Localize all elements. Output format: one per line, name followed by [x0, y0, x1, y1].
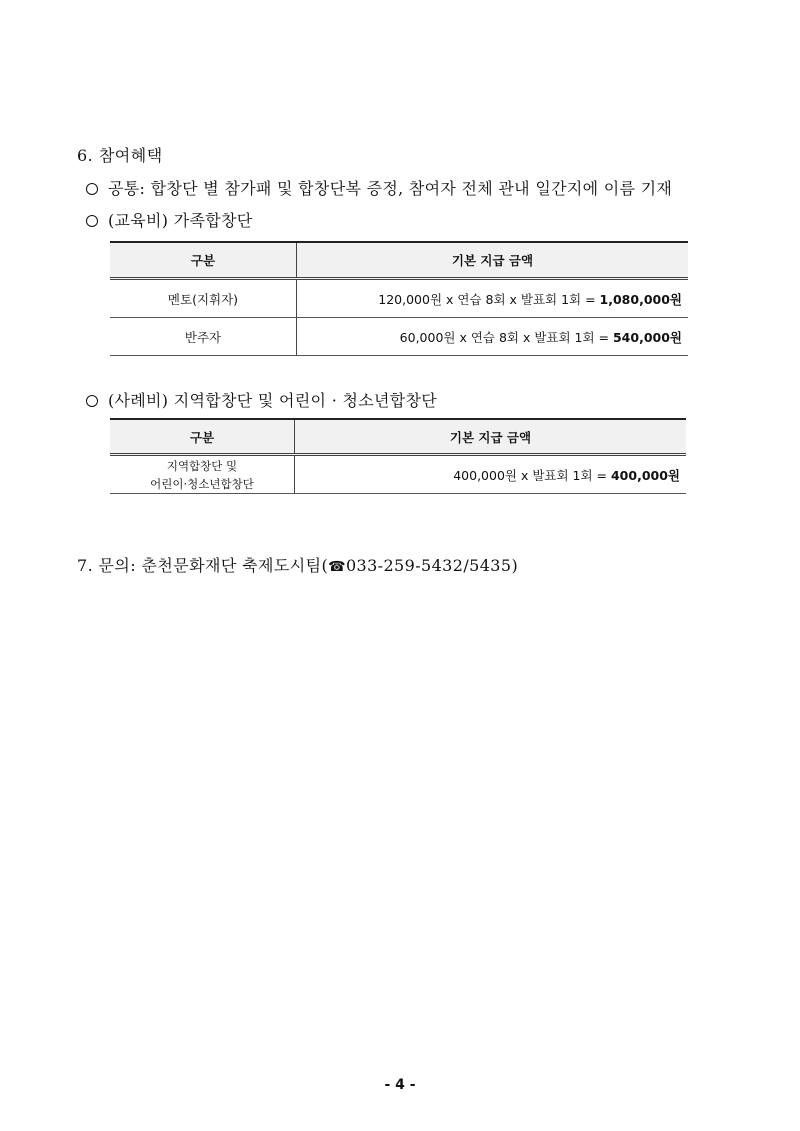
row-label-line1: 지역합창단 및 [166, 458, 238, 473]
contact-text: 7. 문의: 춘천문화재단 축제도시팀( [77, 556, 329, 575]
amount-calc: 120,000원 x 연습 8회 x 발표회 1회 = [378, 291, 600, 307]
table-row [110, 279, 688, 318]
table-row [110, 318, 688, 356]
amount-calc: 60,000원 x 연습 8회 x 발표회 1회 = [399, 329, 613, 345]
row-label [110, 455, 295, 494]
table-row [110, 455, 686, 494]
family-choir-title: (교육비) 가족합창단 [108, 211, 253, 230]
page-number: - 4 - [384, 1077, 416, 1093]
row-amount [297, 318, 689, 356]
circle-bullet-icon [86, 395, 98, 407]
amount-calc: 400,000원 x 발표회 1회 = [453, 467, 611, 483]
phone-icon: ☎ [328, 559, 346, 575]
circle-bullet-icon [86, 183, 98, 195]
table-header-row [110, 419, 686, 455]
common-benefit-text: 공통: 합창단 별 참가패 및 합창단복 증정, 참여자 전체 관내 일간지에 이름 기재 [108, 179, 673, 198]
amount-total: 1,080,000원 [599, 291, 682, 307]
row-label: 반주자 [110, 318, 297, 356]
region-choir-title: (사례비) 지역합창단 및 어린이 · 청소년합창단 [108, 391, 438, 410]
contact-close: ) [511, 556, 519, 575]
row-amount [295, 455, 687, 494]
section-6-heading: 6. 참여혜택 [77, 146, 163, 165]
amount-total: 400,000원 [610, 467, 680, 483]
region-choir-title-line [86, 388, 437, 411]
circle-bullet-icon [86, 215, 98, 227]
header-category: 구분 [110, 242, 297, 279]
family-choir-title-line [86, 208, 253, 231]
region-choir-table [110, 418, 686, 494]
contact-phone: 033-259-5432/5435 [345, 556, 512, 575]
common-benefit-line [86, 176, 672, 199]
row-label-line2: 어린이·청소년합창단 [150, 476, 254, 491]
family-choir-table [110, 241, 688, 356]
row-label: 멘토(지휘자) [110, 279, 297, 318]
row-amount [297, 279, 689, 318]
header-amount: 기본 지급 금액 [297, 242, 689, 279]
amount-total: 540,000원 [612, 329, 682, 345]
header-category: 구분 [110, 419, 295, 455]
table-header-row [110, 242, 688, 279]
header-amount: 기본 지급 금액 [295, 419, 687, 455]
section-7-contact [77, 553, 518, 576]
